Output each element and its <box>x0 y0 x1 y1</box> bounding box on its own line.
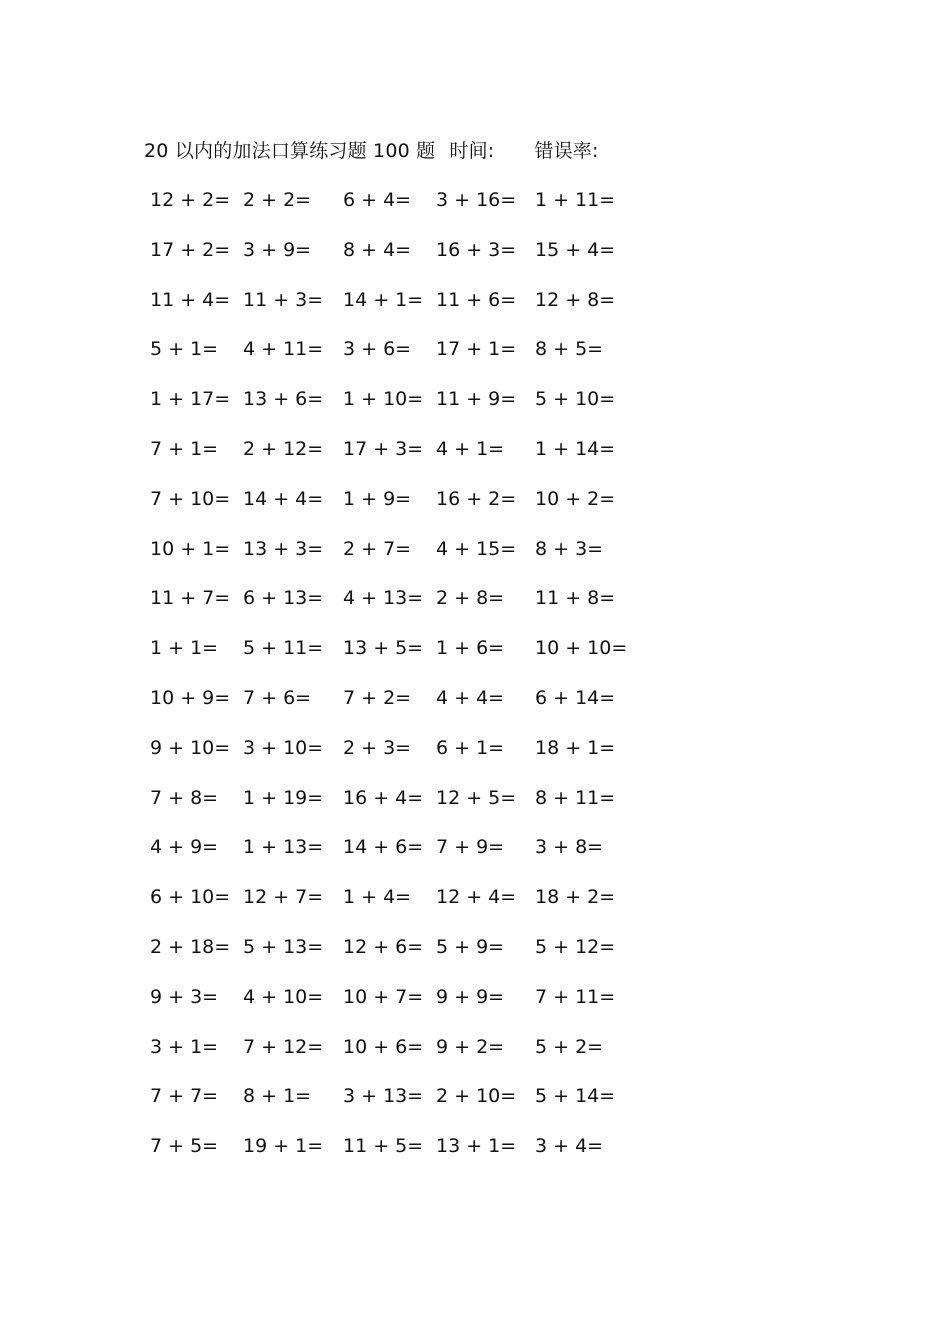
worksheet-title: 20 以内的加法口算练习题 100 题 <box>144 140 436 162</box>
problem-item: 14 + 6= <box>343 836 424 859</box>
problem-item: 11 + 4= <box>150 288 231 311</box>
problem-item: 5 + 9= <box>436 936 505 958</box>
problem-item: 4 + 4= <box>436 687 505 709</box>
problem-item: 4 + 1= <box>436 438 505 460</box>
problem-item: 9 + 3= <box>150 985 219 1008</box>
problem-item: 3 + 13= <box>343 1085 424 1108</box>
problem-item: 3 + 6= <box>343 338 412 361</box>
problem-item: 3 + 8= <box>535 836 604 859</box>
problem-item: 10 + 10= <box>535 637 628 660</box>
problem-item: 9 + 2= <box>436 1035 505 1058</box>
problem-item: 11 + 7= <box>150 587 231 610</box>
problem-item: 10 + 2= <box>535 487 616 510</box>
problem-item: 1 + 14= <box>535 438 616 460</box>
problem-item: 5 + 12= <box>535 936 616 958</box>
problem-item: 4 + 9= <box>150 836 219 859</box>
problem-item: 1 + 10= <box>343 388 424 411</box>
problem-item: 5 + 13= <box>243 936 324 958</box>
problem-item: 5 + 10= <box>535 388 616 411</box>
problem-item: 12 + 5= <box>436 786 517 809</box>
problem-item: 5 + 14= <box>535 1085 616 1108</box>
problem-item: 11 + 8= <box>535 587 616 610</box>
problem-item: 9 + 9= <box>436 985 505 1008</box>
problem-item: 2 + 18= <box>150 936 231 958</box>
problem-item: 7 + 10= <box>150 487 231 510</box>
problem-item: 12 + 7= <box>243 886 324 909</box>
problem-item: 1 + 13= <box>243 836 324 859</box>
problem-item: 7 + 7= <box>150 1085 219 1108</box>
problem-item: 7 + 9= <box>436 836 505 859</box>
problem-item: 13 + 5= <box>343 637 424 660</box>
problem-item: 5 + 1= <box>150 338 219 361</box>
problem-item: 1 + 4= <box>343 886 412 909</box>
problem-item: 7 + 12= <box>243 1035 324 1058</box>
problem-item: 9 + 10= <box>150 736 231 759</box>
problem-item: 7 + 11= <box>535 985 616 1008</box>
problem-item: 11 + 9= <box>436 388 517 411</box>
problem-item: 1 + 19= <box>243 786 324 809</box>
problem-item: 3 + 4= <box>535 1135 604 1158</box>
problem-item: 2 + 7= <box>343 537 412 560</box>
problem-item: 1 + 17= <box>150 388 231 411</box>
problem-item: 4 + 15= <box>436 537 517 560</box>
problem-item: 12 + 4= <box>436 886 517 909</box>
problem-item: 18 + 1= <box>535 736 616 759</box>
problem-item: 10 + 6= <box>343 1035 424 1058</box>
error-rate-label: 错误率: <box>534 140 599 162</box>
problem-item: 5 + 2= <box>535 1035 604 1058</box>
problem-item: 1 + 11= <box>535 189 616 211</box>
problem-item: 14 + 1= <box>343 288 424 311</box>
problem-item: 7 + 5= <box>150 1135 219 1158</box>
problem-item: 7 + 2= <box>343 687 412 709</box>
problem-item: 7 + 6= <box>243 687 312 709</box>
problem-item: 8 + 3= <box>535 537 604 560</box>
problem-item: 8 + 4= <box>343 238 412 261</box>
problem-item: 12 + 6= <box>343 936 424 958</box>
problem-item: 17 + 2= <box>150 238 231 261</box>
problem-item: 10 + 9= <box>150 687 231 709</box>
problem-item: 19 + 1= <box>243 1135 324 1158</box>
problem-item: 2 + 3= <box>343 736 412 759</box>
problem-item: 17 + 1= <box>436 338 517 361</box>
problem-item: 15 + 4= <box>535 238 616 261</box>
problem-item: 2 + 12= <box>243 438 324 460</box>
problem-item: 5 + 11= <box>243 637 324 660</box>
problem-item: 11 + 3= <box>243 288 324 311</box>
worksheet-header <box>144 136 599 163</box>
problem-item: 11 + 6= <box>436 288 517 311</box>
problem-item: 1 + 9= <box>343 487 412 510</box>
problem-item: 6 + 1= <box>436 736 505 759</box>
problem-item: 3 + 1= <box>150 1035 219 1058</box>
problem-item: 1 + 6= <box>436 637 505 660</box>
problem-item: 6 + 13= <box>243 587 324 610</box>
problem-item: 12 + 2= <box>150 189 231 211</box>
problem-item: 16 + 2= <box>436 487 517 510</box>
problem-item: 7 + 8= <box>150 786 219 809</box>
problem-item: 14 + 4= <box>243 487 324 510</box>
problem-item: 18 + 2= <box>535 886 616 909</box>
problem-item: 6 + 14= <box>535 687 616 709</box>
problem-item: 8 + 5= <box>535 338 604 361</box>
problem-item: 13 + 6= <box>243 388 324 411</box>
problem-item: 16 + 4= <box>343 786 424 809</box>
problem-item: 2 + 2= <box>243 189 312 211</box>
problem-item: 2 + 10= <box>436 1085 517 1108</box>
problem-item: 17 + 3= <box>343 438 424 460</box>
problem-item: 11 + 5= <box>343 1135 424 1158</box>
problem-item: 8 + 11= <box>535 786 616 809</box>
problem-item: 6 + 10= <box>150 886 231 909</box>
problem-item: 10 + 7= <box>343 985 424 1008</box>
problem-item: 8 + 1= <box>243 1085 312 1108</box>
time-label: 时间: <box>449 140 495 162</box>
problem-item: 4 + 10= <box>243 985 324 1008</box>
problem-item: 13 + 1= <box>436 1135 517 1158</box>
problem-item: 2 + 8= <box>436 587 505 610</box>
problem-item: 4 + 13= <box>343 587 424 610</box>
problem-item: 1 + 1= <box>150 637 219 660</box>
problem-item: 16 + 3= <box>436 238 517 261</box>
problem-item: 13 + 3= <box>243 537 324 560</box>
problem-item: 3 + 16= <box>436 189 517 211</box>
problem-item: 3 + 10= <box>243 736 324 759</box>
problem-item: 10 + 1= <box>150 537 231 560</box>
problem-item: 4 + 11= <box>243 338 324 361</box>
problem-item: 7 + 1= <box>150 438 219 460</box>
problem-item: 6 + 4= <box>343 189 412 211</box>
problem-item: 12 + 8= <box>535 288 616 311</box>
problem-item: 3 + 9= <box>243 238 312 261</box>
